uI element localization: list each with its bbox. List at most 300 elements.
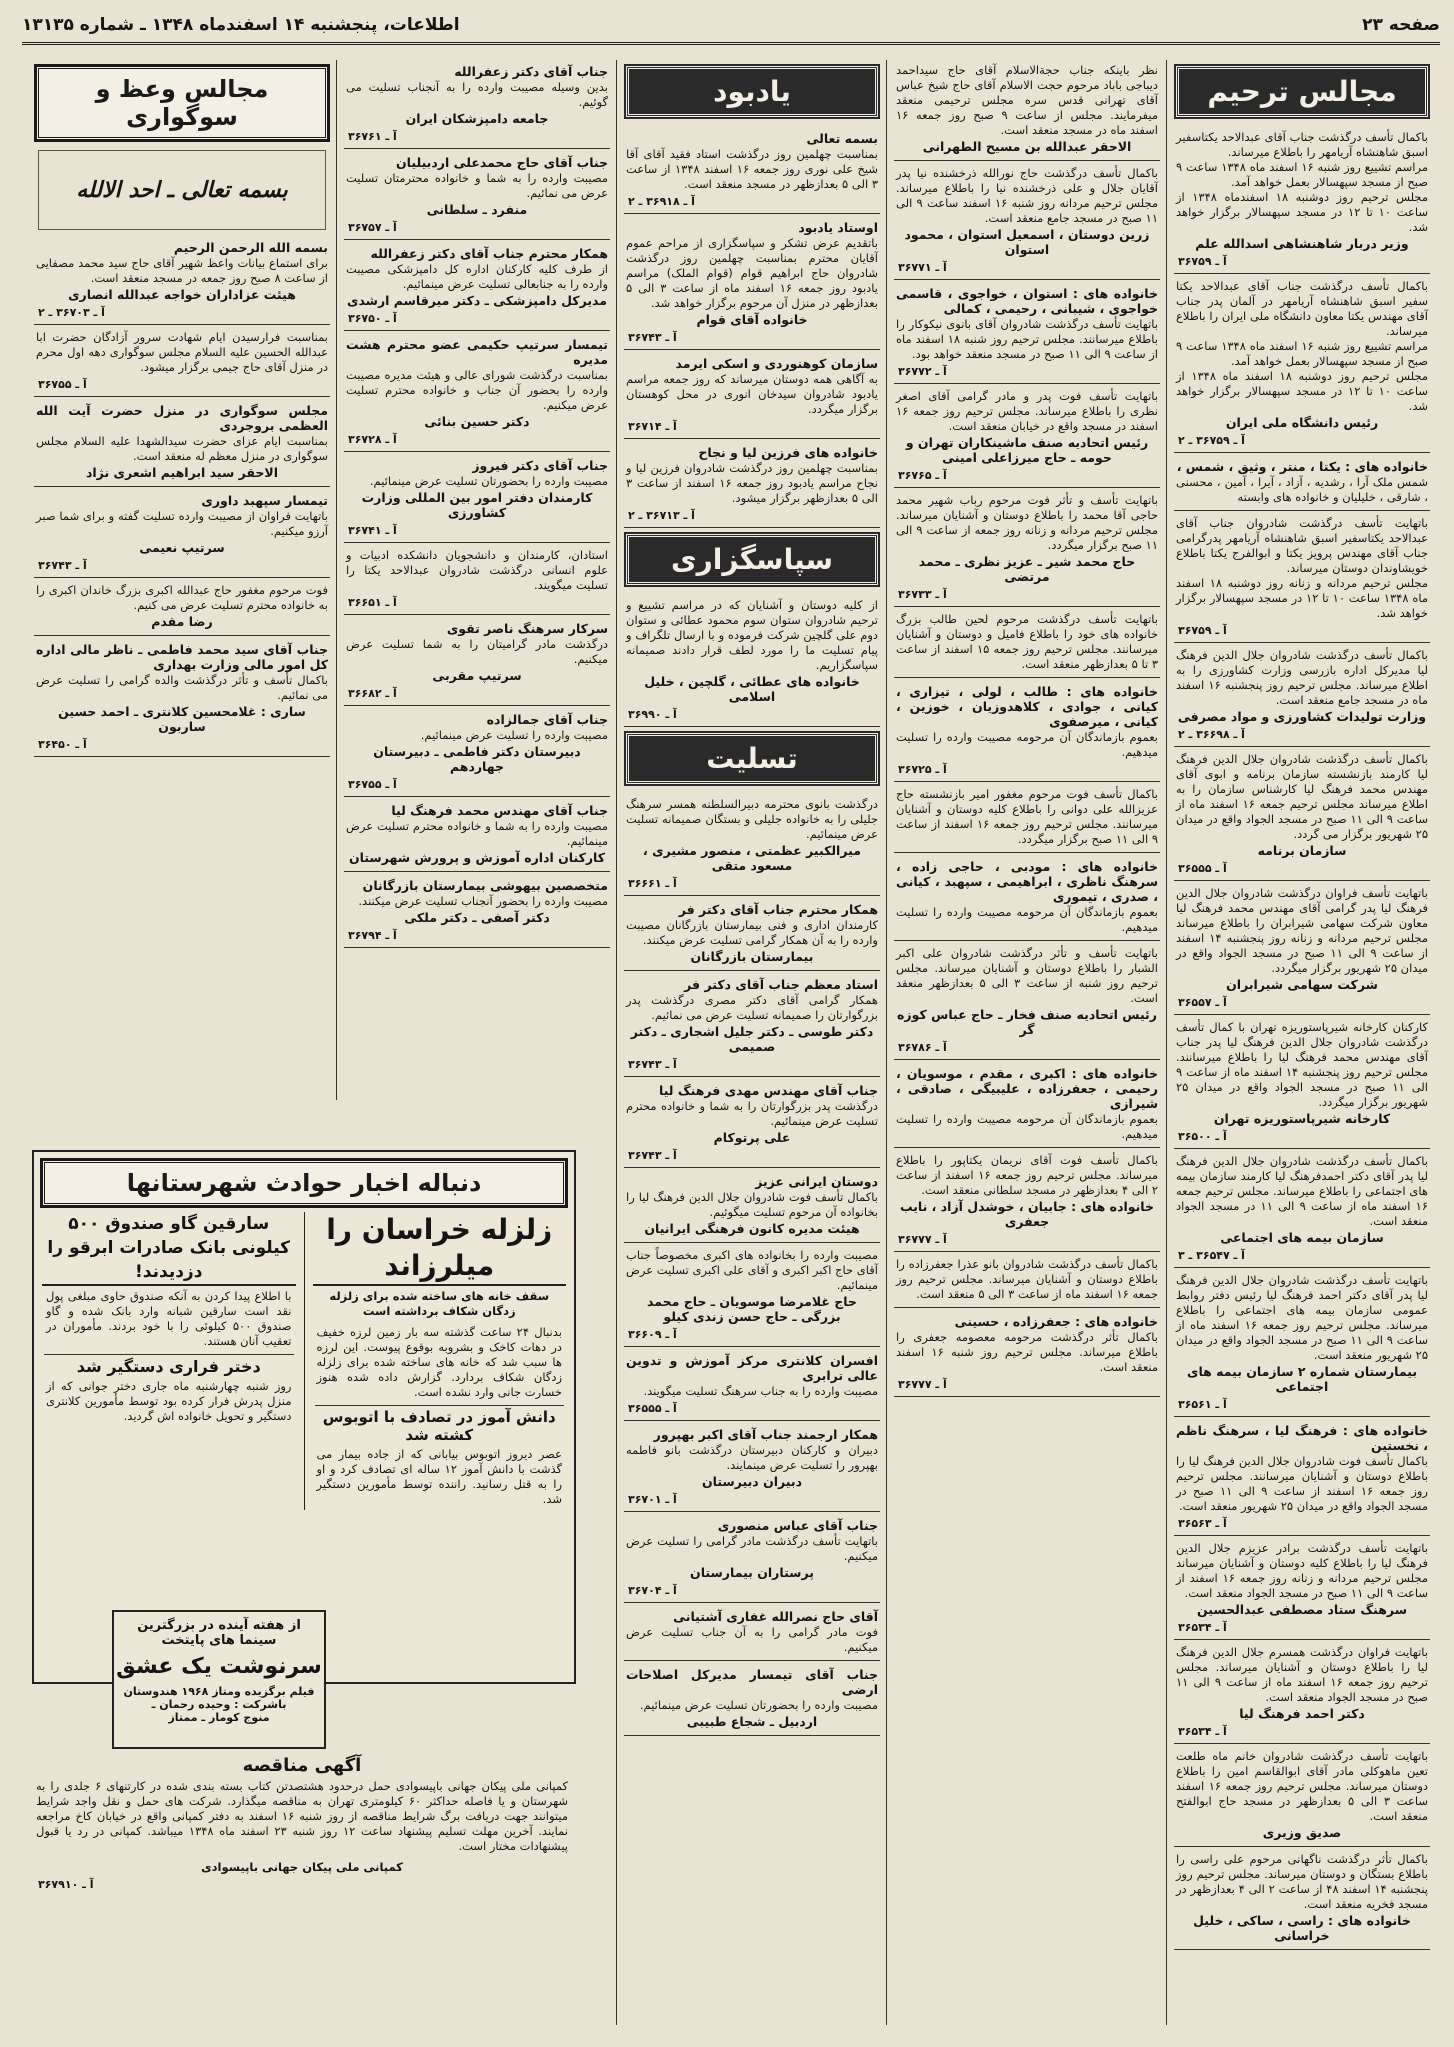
notice-title: جناب آقای مهندس مهدی فرهنگ لیا <box>659 1083 878 1098</box>
notice-body: باکمال تأسف درگذشت جناب آقای عبدالاحد یکتا سفیر اسبق شاهنشاه آریامهر در آلمان پدر جناب آقای مهندس یکتا معاون دانشگاه ملی ایران را باطلاع میرساند. مراسم تشییع روز شنبه ۱۶ اسفند ماه ۱۳۴۸ ساعت ۹ صبح از مسجد سپهسالار بعمل خواهد آمد. مجلس ترحیم روز دوشنبه ۱۸ اسفند ماه ۱۳۴۸ از ساعت ۱۰ تا ۱۲ در مسجد سپهسالار برگزار خواهد شد. <box>1176 279 1429 413</box>
ad-code: آ ـ ۳۶۵۴۷ ـ ۳ <box>1178 1249 1245 1262</box>
notice-signature: کارخانه شیرپاستوریزه تهران <box>1213 1111 1391 1126</box>
notice-text <box>1172 455 1432 508</box>
notice <box>892 282 1162 384</box>
divider <box>344 796 610 797</box>
girl-headline: دختر فراری دستگیر شد <box>76 1357 261 1376</box>
notice-title: جناب آقای سید محمد فاطمی ـ ناظر مالی اداره کل امور مالی وزارت بهداری <box>36 642 328 672</box>
notice-body: بدین وسیله مصیبت وارده را به آنجناب تسلیت می گوئیم. <box>346 80 608 109</box>
cinema-line-3: فیلم برگزیده ومتاز ۱۹۶۸ هندوستان <box>123 1685 315 1698</box>
notice-text <box>1172 1642 1432 1725</box>
notice <box>342 242 612 331</box>
notice <box>32 327 332 397</box>
notice-title: همکار محترم جناب آقای دکتر زعفرالله <box>370 246 608 261</box>
notice-signature: الاحقر عبدالله بن مسیح الطهرانی <box>922 139 1132 154</box>
notice-text <box>622 216 882 331</box>
divider <box>894 781 1160 782</box>
notice-title: سازمان کوهنوردی و اسکی ایرمد <box>675 356 878 371</box>
divider <box>894 383 1160 384</box>
notice-text <box>622 595 882 708</box>
notice <box>1172 1538 1432 1640</box>
notice <box>892 784 1162 853</box>
divider <box>894 1059 1160 1060</box>
notice-text <box>892 855 1162 938</box>
divider <box>894 160 1160 161</box>
notice-body: بمناسبت ایام عزای حضرت سیدالشهدا علیه السلام مجلس سوگواری در منزل معظم له منعقد است. <box>36 434 328 463</box>
notice-body: مصیبت وارده را بخانواده های اکبری مخصوصاً جناب آقای حاج اکبر اکبری و آقای علی اکبری تسلیت عرض مینمائیم. <box>626 1248 878 1292</box>
divider <box>34 635 330 636</box>
notice-title: مجلس سوگواری در منزل حضرت آیت الله العظمی بروجردی <box>36 403 328 433</box>
notice-title: همکار محترم جناب آقای دکتر فر <box>678 902 878 917</box>
notice-signature: رضا مقدم <box>151 614 213 629</box>
quake-subhead: سقف خانه های ساخته شده برای زلزله زدگان شکاف برداشته است <box>329 1289 550 1318</box>
notice-body: باتقدیم عرض تشکر و سپاسگزاری از مراحم عموم آقایان محترم بمناسبت چهلمین روز درگذشت شادروان حاج ابراهیم قوام (قوام الملک) مراسم یادبود روز جمعه ۱۶ اسفند ماه از ساعت ۳ الی ۵ بعدازظهر در منزل آن مرحوم برگزار خواهد شد. <box>626 236 878 310</box>
notice-text <box>32 580 332 633</box>
notice <box>342 60 612 149</box>
divider <box>624 726 880 727</box>
notice-body: باتهایت تأسف درگذشت مرحوم لحین طالب بزرگ خانواده های خود را باطلاع فامیل و دوستان و آشنایان میرسانند. مجلس ترحیم روز جمعه ۱۵ اسفند از ساعت ۳ تا ۵ بعدازظهر منعقد است. <box>896 612 1158 671</box>
notice-signature: سازمان بیمه های اجتماعی <box>1220 1230 1384 1245</box>
divider <box>624 1511 880 1512</box>
ad-code: آ ـ ۳۶۷۹۱۰ <box>38 1878 94 1891</box>
notice-body: باتهایت فراوان از مصیبت وارده تسلیت گفته و برای شما صبر آرزو میکنیم. <box>36 509 328 538</box>
notice-body: استادان، کارمندان و دانشجویان دانشکده ادبیات و علوم انسانی درگذشت شادروان عبدالاحد یکتا را تسلیت میگویند. <box>346 548 608 592</box>
ad-code: آ ـ ۳۶۶۵۱ <box>348 596 397 609</box>
notice-body: باتهایت تأسف فراوان درگذشت شادروان جلال الدین فرهنگ لیا پدر گرامی آقای مهندس محمد فرهنگ لیا معاون شرکت سهامی شیرابران را باطلاع میرساند مجلس ترحیم مردانه و زنانه روز پنجشنبه ۱۴ اسفند از ساعت ۹ الی ۱۱ صبح در مسجد الجواد واقع در میدان ۲۵ شهریور برگزار میگردد. <box>1176 886 1429 975</box>
notice-signature: اردبیل ـ شجاع طبیبی <box>686 1714 818 1729</box>
ad-code: آ ـ ۳۶۷۱۴ <box>628 420 677 433</box>
notice <box>892 1254 1162 1308</box>
notice-body: باکمال تأثر درگذشت ناگهانی مرحوم علی راسی را باطلاع بستگان و دوستان میرساند. مجلس ترحیم روز پنجشنبه ۱۴ اسفند ۴۸ از ساعت ۲ الی ۴ بعدازظهر در مسجد فخریه منعقد است. <box>1176 1852 1428 1911</box>
safe-headline: سارقین گاو صندوق ۵۰۰ کیلونی بانک صادرات ابرقو را دزدیدند! <box>42 1212 296 1286</box>
notice-body: فوت مرحوم مغفور حاج عبدالله اکبری بزرگ خاندان اکبری را به خانواده محترم تسلیت عرض می کنیم. <box>36 583 328 612</box>
notice-signature: رئیس اتحادیه صنف ماشینکاران تهران و حومه ـ حاج میرزاعلی امینی <box>905 435 1149 465</box>
notice <box>622 216 882 350</box>
notice-text <box>342 333 612 433</box>
divider <box>344 871 610 872</box>
column-yadbood-taslit <box>622 60 882 2025</box>
notice <box>342 333 612 452</box>
divider <box>344 947 610 948</box>
divider <box>624 970 880 971</box>
ad-code: آ ـ ۳۶۷۴۳ <box>628 331 677 344</box>
divider <box>624 1242 880 1243</box>
girl-body: روز شنبه چهارشنبه ماه جاری دختر جوانی که از منزل پدرش فرار کرده بود توسط مأمورین کلانتری دستگیر و تحویل خانواده اش گردید. <box>46 1379 292 1423</box>
ad-code: آ ـ ۳۶۷۷۷ <box>898 1233 947 1246</box>
notice-signature: هیئت مدیره کانون فرهنگی ایرانیان <box>644 1221 860 1236</box>
notice-signature: منفرد ـ سلطانی <box>426 202 528 217</box>
ad-code: آ ـ ۳۶۷۷۱ <box>898 261 947 274</box>
ad-code: آ ـ ۳۶۷۶۱ <box>348 130 397 143</box>
notice-signature: دکتر آصفی ـ دکتر ملکی <box>404 910 550 925</box>
ad-code: آ ـ ۳۶۶۰۹ <box>628 1328 677 1341</box>
notice <box>1172 276 1432 453</box>
notice-text <box>622 794 882 877</box>
notice-text <box>1172 1017 1432 1130</box>
ad-code: آ ـ ۳۶۶۶۱ <box>628 877 677 890</box>
notice-signature: مدیرکل دامپزشکی ـ دکتر میرقاسم ارشدی <box>346 293 608 308</box>
notice-signature: خانواده های : راسی ، ساکی ، خلیل خراسانی <box>1193 1913 1411 1943</box>
ad-code: آ ـ ۳۶۷۴۳ <box>628 1058 677 1071</box>
divider <box>34 577 330 578</box>
divider <box>34 756 330 757</box>
news-right-column <box>313 1212 567 1510</box>
notice-body: درگذشت پدر بزرگوارتان را به شما و خانواده محترم تسلیت عرض مینمائیم. <box>626 1099 878 1128</box>
notice <box>892 855 1162 941</box>
divider <box>1174 1949 1430 1950</box>
notice <box>1172 1746 1432 1847</box>
divider <box>624 895 880 896</box>
bus-headline: دانش آموز در تصادف با اتوبوس کشته شد <box>322 1408 556 1444</box>
notice <box>892 1062 1162 1148</box>
notice-body: مصیبت وارده را به جناب سرهنگ تسلیت میگویند. <box>643 1384 878 1398</box>
notice <box>1172 1151 1432 1268</box>
notice-body: باتهایت فراوان درگذشت همسرم جلال الدین فرهنگ لیا را باطلاع دوستان و آشنایان میرساند. مجلس ترحیم روز جمعه ۱۶ اسفند ماه از ساعت ۹ الی ۱۱ صبح در مسجد الجواد منعقد است. <box>1176 1645 1428 1704</box>
notices-list <box>1172 127 1432 1950</box>
notice-body: باتهایت تأسف درگذشت برادر عزیزم جلال الدین فرهنگ لیا را باطلاع کلیه دوستان و آشنایان میرساند مجلس ترحیم مردانه و زنانه روز جمعه ۱۶ اسفند از ساعت ۹ الی ۱۱ صبح در مسجد الجواد منعقد است. <box>1176 1541 1429 1600</box>
ad-code: آ ـ ۳۶۷۵۵ <box>38 378 87 391</box>
notice-text <box>622 352 882 420</box>
notice-body: نظر باینکه جناب حجةالاسلام آقای حاج سیداحمد دیباجی باباد مرحوم حجت الاسلام آقای حاج شیخ عباس آقای تهرانی قدس سره مجلس ترحیمی منعقد میفرمایند. مجلس از ساعت ۹ صبح روز جمعه ۱۶ اسفند ماه در مسجد منعقد است. <box>896 63 1158 137</box>
notice <box>622 1245 882 1347</box>
ad-code: آ ـ ۳۶۷۱۳ ـ ۲ <box>628 509 695 522</box>
ad-code: آ ـ ۳۶۷۵۰ <box>348 312 397 325</box>
divider <box>624 438 880 439</box>
notice <box>1172 749 1432 881</box>
notice-text <box>622 127 882 195</box>
divider <box>344 239 610 240</box>
quake-body: بدنبال ۲۴ ساعت گذشته سه بار زمین لرزه خفیف در دهات کاخک و بشروبه بوقوع پیوست. این لرزه ها سبب شد که خانه های ساخته شده برای زلزله زدگان شکاف بردارد. گزارش داده شده هنوز خسارت جانی وارد نشده است. <box>316 1325 562 1399</box>
notice-text <box>622 898 882 968</box>
notice-body: مصیبت وارده را به شما و خانواده محترم تسلیت عرض مینمائیم. <box>346 819 608 848</box>
notice <box>32 236 332 325</box>
news-left-column <box>42 1212 296 1510</box>
section-banner-taslit: تسلیت <box>626 733 878 784</box>
section-banner-yadbood: یادبود <box>626 66 878 117</box>
divider <box>894 487 1160 488</box>
divider <box>1174 452 1430 453</box>
ad-code: آ ـ ۳۶۷۶۵ <box>898 469 947 482</box>
section-banner-tarhim: مجالس ترحیم <box>1176 66 1428 117</box>
notice <box>892 609 1162 678</box>
news-banner: دنباله اخبار حوادث شهرستانها <box>42 1160 566 1206</box>
film-title: سرنوشت یک عشق <box>116 1654 322 1679</box>
divider <box>1174 1639 1430 1640</box>
notice-title: خانواده های : استوان ، خواجوی ، قاسمی خواجوی ، شیبانی ، رحیمی ، کمالی <box>896 286 1158 316</box>
notice <box>622 127 882 214</box>
ad-code: آ ـ ۳۶۴۵۰ <box>38 738 87 751</box>
section-banner-vaz: مجالس وعظ و سوگواری <box>36 66 328 140</box>
divider <box>1174 1014 1430 1015</box>
notice <box>892 386 1162 488</box>
notice <box>622 794 882 896</box>
notice-signature: دکتر حسین بنائی <box>424 414 530 429</box>
cinema-line-5: منوج کومار ـ ممتاز <box>168 1711 270 1724</box>
notice-text <box>622 973 882 1058</box>
notice-text <box>892 1254 1162 1305</box>
notice-body: باتهایت تأسف درگذشت شادروان آقای بانوی نیکوکار را باطلاع میرسانند. مجلس ترحیم روز شنبه ۱۸ اسفند ماه از ساعت ۹ الی ۱۱ صبح در مسجد منعقد خواهد بود. <box>896 317 1158 361</box>
ad-code: آ ـ ۳۶۷۸۶ <box>898 1041 947 1054</box>
ad-code: آ ـ ۳۶۷۴۳ <box>38 559 87 572</box>
notice <box>342 617 612 706</box>
ad-code: آ ـ ۳۶۵۳۴ <box>1178 1725 1227 1738</box>
divider <box>44 1354 294 1355</box>
divider <box>344 330 610 331</box>
notice-body: برای استماع بیانات واعظ شهیر آقای حاج سید محمد مصفایی از ساعت ۸ صبح روز جمعه در مسجد منعقد است. <box>36 256 328 285</box>
notice-body: باکمال تأسف درگذشت شادروان جلال الدین فرهنگ لیا کارمند بازنشسته سازمان برنامه و ابوی آقای مهندس محمد فرهنگ لیا کارشناس سازمان را به اطلاع میرساند مجلس ترحیم جمعه ۱۶ اسفند ماه از ساعت ۹ الی ۱۱ صبح در مسجد الجواد واقع در میدان ۲۵ شهریور برگزار می گردد. <box>1176 752 1428 841</box>
divider <box>894 940 1160 941</box>
ad-code: آ ـ ۳۶۷۵۹ <box>1178 624 1227 637</box>
notices-list <box>342 60 612 948</box>
notice-signature: جامعه دامپزشکان ایران <box>405 111 549 126</box>
notice-signature: بیمارستان بازرگانان <box>690 949 814 964</box>
notice-body: باتهایت تأسف درگذشت شادروان جلال الدین فرهنگ لیا پدر آقای دکتر احمد فرهنگ لیا رئیس دفتر روابط عمومی سازمان بیمه های اجتماعی را باطلاع میرساند. مجلس ترحیم روز جمعه ۱۶ اسفند ماه از ساعت ۹ الی ۱۱ صبح در مسجد الجواد واقع در میدان ۲۵ شهریور منعقد است. <box>1176 1273 1428 1362</box>
ad-code: آ ـ ۳۶۶۹۸ ـ ۲ <box>1178 728 1245 741</box>
notice <box>342 545 612 615</box>
notice-title: اوستاد یادبود <box>798 220 878 235</box>
notice-body: باکمال تأسف فوت آقای نریمان یکتاپور را باطلاع میرساند. مجلس ترحیم روز جمعه ۱۶ اسفند از ساعت ۲ الی ۴ بعدازظهر در مسجد سلطانی منعقد است. <box>896 1153 1158 1197</box>
notice-title: افسران کلانتری مرکز آموزش و تدوین عالی ترابری <box>626 1353 878 1383</box>
notice-body: بعموم بازماندگان آن مرحومه مصیبت وارده را تسلیت میدهیم. <box>896 905 1158 934</box>
notice-body: درگذشت مادر گرامیتان را به شما تسلیت عرض میکنیم. <box>346 637 608 666</box>
notice <box>892 163 1162 280</box>
ad-code: آ ـ ۳۶۵۳۴ <box>1178 1621 1227 1634</box>
notice <box>622 1170 882 1243</box>
notice-signature: دکتر طوسی ـ دکتر جلیل اشجاری ـ دکتر صمیمی <box>630 1024 874 1054</box>
ad-code: آ ـ ۳۶۷۲۵ <box>898 763 947 776</box>
divider <box>1174 1148 1430 1149</box>
notice-signature: پرستاران بیمارستان <box>690 1565 814 1580</box>
divider <box>894 677 1160 678</box>
notice-text <box>32 236 332 306</box>
tender-title: آگهی مناقصه <box>242 1755 362 1776</box>
notice-text <box>622 1423 882 1493</box>
divider <box>624 349 880 350</box>
notice <box>622 441 882 528</box>
notice-title: خانواده های : جعفرزاده ، حسینی <box>954 1314 1158 1329</box>
notice-text <box>32 399 332 484</box>
divider <box>624 1660 880 1661</box>
notice-signature: خانواده های عطائی ، گلچین ، خلیل اسلامی <box>644 674 860 704</box>
divider <box>34 396 330 397</box>
notice-text <box>892 680 1162 763</box>
divider <box>344 542 610 543</box>
divider <box>894 852 1160 853</box>
cinema-line-4: باشرکت : وحیده رحمان ـ <box>151 1698 287 1711</box>
divider <box>344 451 610 452</box>
notice-text <box>1172 749 1432 862</box>
notice-text <box>622 441 882 509</box>
notice-body: باکمال تأسف فوت شادروان جلال الدین فرهنگ لیا را باطلاع دوستان و آشنایان میرسانند. مجلس ترحیم روز جمعه ۱۶ اسفند از ساعت ۹ الی ۱۱ صبح در مسجد الجواد واقع در میدان ۲۵ شهریور منعقد است. <box>1176 1454 1428 1513</box>
notice-text <box>622 1245 882 1328</box>
divider <box>34 324 330 325</box>
notice-text <box>1172 276 1432 434</box>
notice-body: باتهایت تأسف درگذشت مادر گرامی را تسلیت عرض میکنیم. <box>626 1534 878 1563</box>
divider <box>1174 510 1430 511</box>
notice-signature: وزارت تولیدات کشاورزی و مواد مصرفی <box>1177 709 1427 724</box>
notice-title: خانواده های : مودبی ، حاجی زاده ، سرهنگ ناظری ، ابراهیمی ، سپهبد ، کیانی ، صدری ، تیموری <box>896 859 1158 904</box>
notice-text <box>1172 645 1432 728</box>
notice-signature: سرهنگ ستاد مصطفی عبدالحسین <box>1197 1602 1407 1617</box>
divider <box>1174 642 1430 643</box>
notice-text <box>342 454 612 524</box>
page-header <box>22 8 1440 45</box>
ad-code: آ ـ ۳۶۷۰۳ ـ ۲ <box>38 306 105 319</box>
notice-title: خانواده های : یکتا ، منتر ، وثیق ، شمس ، <box>1176 459 1428 474</box>
column-notices-4 <box>342 60 612 1147</box>
ad-code: آ ـ ۳۶۷۳۳ <box>898 588 947 601</box>
notice-text <box>892 609 1162 675</box>
notice-text <box>1172 1419 1432 1517</box>
notice-title: بسمه الله الرحمن الرحیم <box>173 240 328 255</box>
ad-code: آ ـ ۳۶۶۸۲ <box>348 687 397 700</box>
column-divider <box>1166 60 1167 2025</box>
notice-signature: دبیران دبیرستان <box>701 1474 803 1489</box>
notice <box>892 943 1162 1060</box>
notice-text <box>1172 883 1432 996</box>
notice-text <box>892 282 1162 365</box>
notice-signature: کارمندان دفتر امور بین المللی وزارت کشاورزی <box>361 490 593 520</box>
divider <box>1174 746 1430 747</box>
notice <box>1172 1017 1432 1149</box>
notice-text <box>892 163 1162 261</box>
safe-body: با اطلاع پیدا کردن به آنکه صندوق حاوی مبلغی پول نقد است سارقین شبانه وارد بانک شده و گاو صندوق ۵۰۰ کیلوئی را با خود بردند. مأموران در تعقیب آنان هستند. <box>46 1289 292 1348</box>
notice-text <box>622 1079 882 1149</box>
divider <box>624 1602 880 1603</box>
notice-text <box>342 242 612 312</box>
notice-title: خانواده های : فرهنگ لیا ، سرهنگ ناظم ، نخستین <box>1176 1423 1428 1453</box>
notice <box>1172 1270 1432 1417</box>
notice <box>1172 883 1432 1015</box>
city-news-box <box>32 1150 576 1684</box>
calligraphy-emblem: بسمه تعالی ـ احد الالله <box>38 150 326 230</box>
ad-code: آ ـ ۳۶۷۹۴ <box>348 929 397 942</box>
notices-list <box>622 595 882 727</box>
ad-code: آ ـ ۳۶۵۵۵ <box>628 1402 677 1415</box>
cinema-line-1: از هفته آینده در بزرگترین <box>137 1618 301 1633</box>
notice <box>1172 645 1432 747</box>
notice-body: باکمال تأسف درگذشت شادروان جلال الدین فرهنگ لیا پدر آقای دکتر احمدفرهنگ لیا کارمند سازمان بیمه های اجتماعی را باطلاع میرساند. مجلس ترحیم جمعه ۱۶ اسفند ماه از ساعت ۹ الی ۱۱ در مسجد الجواد منعقد است. <box>1176 1154 1428 1228</box>
notice-body: مصیبت وارده را بحضورتان تسلیت عرض مینمائیم. <box>369 474 608 488</box>
column-divider <box>336 60 337 1100</box>
column-divider <box>616 60 617 2025</box>
divider <box>624 1076 880 1077</box>
ad-code: آ ـ ۳۶۷۵۹ ـ ۲ <box>1178 434 1245 447</box>
notice-body: باتهایت تأسف درگذشت شادروان جناب آقای عبدالاحد یکتاسفیر اسبق شاهنشاه آریامهر پدرگرامی جناب آقای مهندس پرویز یکتا و ابوالفرج یکتا باطلاع خویشاوندان دوستان میرساند. مجلس ترحیم مردانه و زنانه روز دوشنبه ۱۸ اسفند ماه ۱۳۴۸ ساعت ۱۰ تا ۱۲ در مسجد سپهسالار برگزار خواهد شد. <box>1176 516 1429 620</box>
notice-title: خانواده های فرزین لیا و نجاح <box>698 445 878 460</box>
notice-body: مصیبت وارده را بحضور آنجناب تسلیت عرض میکنند. <box>358 894 608 908</box>
notice <box>622 898 882 971</box>
notice-body: بمناسبت چهلمین روز درگذشت استاد فقید آقای آقا شیخ علی نوری روز جمعه ۱۶ اسفند ۱۳۴۸ از ساعت ۳ الی ۵ بعدازظهر در مسجد منعقد است. <box>626 147 879 191</box>
notice-signature: سرتیپ مقربی <box>432 668 522 683</box>
notice <box>342 708 612 797</box>
notice-title: خانواده های : اکبری ، مقدم ، موسویان ، رحیمی ، جعفرزاده ، علیبیگی ، صادقی ، شیرازی <box>896 1066 1158 1111</box>
ad-code: آ ـ ۳۶۹۹۰ <box>628 708 677 721</box>
notice-title: خانواده های : طالب ، لولی ، تیزاری ، کیانی ، جوادی ، کلاهدوزیان ، خوزین ، کیانی ، میرصفوی <box>896 684 1158 729</box>
notice-text <box>32 489 332 559</box>
quake-headline: زلزله خراسان را میلرزاند <box>313 1212 567 1286</box>
notice <box>342 874 612 948</box>
notice-signature: دبیرستان دکتر فاطمی ـ دبیرستان جهاردهم <box>373 744 581 774</box>
notices-list <box>622 127 882 528</box>
column-divider <box>886 60 887 2025</box>
notice <box>622 973 882 1077</box>
notice-signature: بیمارستان شماره ۲ سازمان بیمه های اجتماعی <box>1186 1364 1418 1394</box>
ad-code: آ ـ ۳۶۵۵۷ <box>1178 996 1227 1009</box>
notice-text <box>892 386 1162 469</box>
notice-body: بمناسبت فرارسیدن ایام شهادت سرور آزادگان حضرت ابا عبدالله الحسین علیه السلام مجلس سوگواری دهه اول محرم در منزل آقای حاج جیمی برگزار میشود. <box>36 330 328 374</box>
notice <box>892 680 1162 782</box>
notice-text <box>342 708 612 778</box>
notice-body: مصیبت وارده را بحضورتان تسلیت عرض مینمائیم. <box>639 1698 878 1712</box>
notice <box>32 638 332 757</box>
divider <box>624 1167 880 1168</box>
notice-text <box>342 60 612 130</box>
divider <box>1174 1416 1430 1417</box>
notice-text <box>892 60 1162 158</box>
divider <box>894 606 1160 607</box>
notice <box>342 799 612 872</box>
notices-list <box>892 60 1162 1397</box>
ad-code: آ ـ ۳۶۵۵۵ <box>1178 862 1227 875</box>
notice-signature: دکتر احمد فرهنگ لیا <box>1239 1706 1365 1721</box>
notice-text <box>622 1514 882 1584</box>
notice-body: باتهایت تأسف درگذشت شادروان خانم ماه طلعت تعین ماهوکلی مادر آقای ابوالقاسم امین را باطلاع دوستان میرساند. مجلس ترحیم روز جمعه ۱۶ اسفند ساعت ۳ الی ۵ بعدازظهر در مسجد حاج ابوالفتح منعقد است. <box>1176 1749 1428 1823</box>
notice <box>892 1150 1162 1252</box>
notice-text <box>342 874 612 929</box>
divider <box>344 148 610 149</box>
notice-body: باکمال تأسف درگذشت جناب آقای عبدالاحد یکتاسفیر اسبق شاهنشاه آریامهر را باطلاع میرساند. مراسم تشییع روز شنبه ۱۶ اسفند ماه ۱۳۴۸ ساعت ۹ صبح از مسجد سپهسالار بعمل خواهد آمد. مجلس ترحیم روز دوشنبه ۱۸ اسفندماه ۱۳۴۸ از ساعت ۱۰ تا ۱۲ در مسجد سپهسالار برگزار خواهد شد. <box>1176 130 1429 234</box>
notice <box>892 60 1162 161</box>
notice <box>1172 455 1432 511</box>
notice <box>32 580 332 636</box>
notice-signature: صدیق وزیری <box>1262 1825 1342 1840</box>
notice-body: باکمال تأسف فوت شادروان جلال الدین فرهنگ لیا را بخانواده آن مرحوم تسلیت میگوئیم. <box>626 1190 878 1219</box>
notice-body: کارمندان اداری و فنی بیمارستان بازرگانان مصیبت وارده را به آن همکار گرامی تسلیت عرض میکنند. <box>626 918 878 947</box>
notice-text <box>892 784 1162 850</box>
notice-signature: سازمان برنامه <box>1257 843 1347 858</box>
section-banner-sepas: سپاسگزاری <box>626 534 878 585</box>
notice <box>622 1349 882 1421</box>
notice-title: جناب آقای جمالزاده <box>486 712 608 727</box>
notice <box>622 1514 882 1603</box>
notice-body: مصیبت وارده را به شما و خانواده محترمتان تسلیت عرض می نمائیم. <box>346 171 608 200</box>
notice-text <box>892 490 1162 588</box>
divider <box>894 1396 1160 1397</box>
divider <box>344 614 610 615</box>
notice-body: باکمال تأسف درگذشت شادروان جلال الدین فرهنگ لیا مدیرکل اداره بازرسی وزارت کشاورزی را به اطلاع میرساند. مجلس ترحیم روز پنجشنبه ۱۶ اسفند ماه در مسجد جامع منعقد است. <box>1176 648 1429 707</box>
divider <box>624 213 880 214</box>
notice-title: جناب آقای حاج محمدعلی اردبیلیان <box>396 155 608 170</box>
notice-signature: هیئت عزاداران خواجه عبدالله انصاری <box>68 287 296 302</box>
ad-code: آ ـ ۳۶۷۴۱ <box>348 524 397 537</box>
notice-signature: علی پرتوکام <box>713 1130 791 1145</box>
divider <box>624 527 880 528</box>
notice <box>622 1605 882 1661</box>
ad-code: آ ـ ۳۶۷۷۲ <box>898 365 947 378</box>
notice <box>892 490 1162 607</box>
notice <box>622 1663 882 1736</box>
notice <box>342 454 612 543</box>
divider <box>894 1147 1160 1148</box>
bus-body: عصر دیروز اتوبوس بیابانی که از جاده بیمار می گذشت با دانش آموز ۱۲ ساله ای تصادف کرد و او را به قتل رسانید. راننده توسط مأمورین دستگیر شد. <box>316 1447 562 1506</box>
notice-title: جناب آقای عباس منصوری <box>717 1518 878 1533</box>
notice-signature: الاحقر سید ابراهیم اشعری نژاد <box>85 465 279 480</box>
notice-title: تیمسار سپهبد داوری <box>201 493 328 508</box>
column-notices-2 <box>892 60 1162 2025</box>
tender-notice <box>32 1755 572 2015</box>
notice-body: از کلیه دوستان و آشنایان که در مراسم تشییع و ترحیم شادروان ستوان سوم محمود عطائی و ستوان دوم علی گلچین شرکت فرموده و با ارسال تلگراف و پیام تسلیت ما را مورد لطف قرار دادند صمیمانه سپاسگزاریم. <box>626 598 878 672</box>
